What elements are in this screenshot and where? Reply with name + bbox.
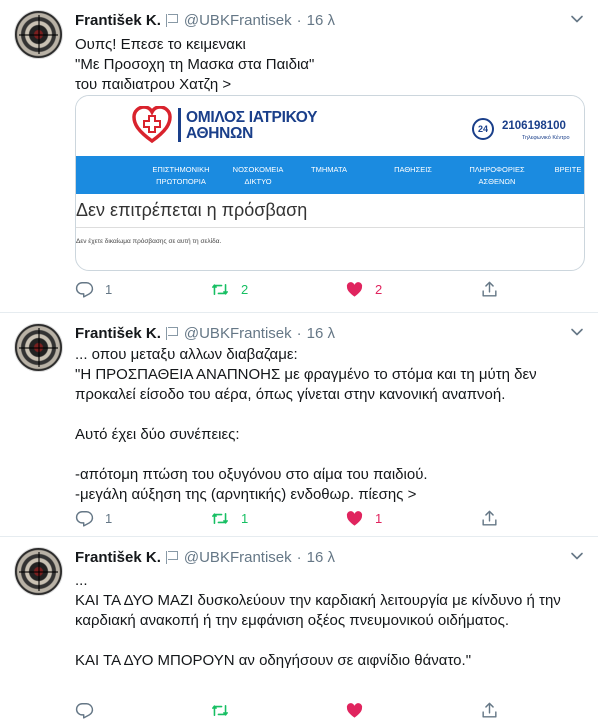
reply-button[interactable] xyxy=(75,509,112,528)
separator-dot: · xyxy=(296,548,302,566)
chevron-down-icon[interactable] xyxy=(570,549,584,563)
author-handle[interactable]: @UBKFrantisek xyxy=(183,548,292,566)
flag-icon xyxy=(166,326,178,340)
site-logo-text xyxy=(186,110,317,142)
nav-item: ΠΑΘΗΣΕΙΣ xyxy=(394,165,432,174)
tweet-text: Ουπς! Επεσε το κειμενακι "Με Προσοχη τη Μασκα στα Παιδια" του παιδιατρου Χατζη > xyxy=(75,36,315,93)
share-icon xyxy=(480,509,499,528)
like-button[interactable] xyxy=(345,280,382,299)
avatar[interactable] xyxy=(14,10,63,59)
tweet-1[interactable] xyxy=(0,0,598,313)
reply-icon xyxy=(75,701,94,720)
reply-icon xyxy=(75,509,94,528)
share-button[interactable] xyxy=(480,280,499,299)
share-button[interactable] xyxy=(480,701,499,720)
card-description: Δεν έχετε δικαίωμα πρόσβασης σε αυτή τη σελίδα. xyxy=(76,238,222,245)
heart-cross-logo-icon xyxy=(132,106,172,144)
reply-icon xyxy=(75,280,94,299)
tweet-text: ... οπου μεταξυ αλλων διαβαζαμε: "Η ΠΡΟΣΠΑΘΕΙΑ ΑΝΑΠΝΟΗΣ με φραγμένο το στόμα και τη μύτη δεν προκαλεί είσοδο του αέρα, όπως γίνεται στην κανονική αναπνοή. Αυτό έχει δύο συνέπειες: -απότομη πτώση του οξυγόνου στο αίμα του παιδιού. -μεγάλη αύξηση της (αρνητικής) ενδοθωρ. πίεσης > xyxy=(75,346,537,503)
share-button[interactable] xyxy=(480,509,499,528)
tweet-header xyxy=(75,547,335,567)
nav-item: ΕΠΙΣΤΗΜΟΝΙΚΗ ΠΡΩΤΟΠΟΡΙΑ xyxy=(152,165,210,186)
link-card[interactable] xyxy=(75,95,585,271)
phone-number: 2106198100 xyxy=(502,120,566,132)
like-button[interactable] xyxy=(345,701,375,720)
flag-icon xyxy=(166,550,178,564)
tweet-actions xyxy=(75,509,515,529)
retweet-icon xyxy=(210,280,230,299)
retweet-button[interactable] xyxy=(210,280,248,299)
nav-item: ΒΡΕΙΤΕ xyxy=(554,165,582,174)
flag-icon xyxy=(166,13,178,27)
like-button[interactable] xyxy=(345,509,382,528)
author-handle[interactable]: @UBKFrantisek xyxy=(183,11,292,29)
card-site-header xyxy=(76,96,584,156)
retweet-button[interactable] xyxy=(210,509,248,528)
timestamp[interactable]: 16 λ xyxy=(306,324,335,342)
tweet-actions xyxy=(75,280,515,300)
heart-filled-icon xyxy=(345,280,364,299)
site-nav-bar xyxy=(76,156,584,194)
avatar[interactable] xyxy=(14,323,63,372)
timestamp[interactable]: 16 λ xyxy=(306,548,335,566)
share-icon xyxy=(480,280,499,299)
retweet-count: 1 xyxy=(241,511,249,526)
heart-filled-icon xyxy=(345,509,364,528)
author-name[interactable]: František K. xyxy=(75,548,161,566)
retweet-button[interactable] xyxy=(210,701,241,720)
nav-item: ΤΜΗΜΑΤΑ xyxy=(311,165,347,174)
retweet-icon xyxy=(210,701,230,720)
like-count: 1 xyxy=(375,511,383,526)
phone-24h-icon: 24 xyxy=(472,118,494,140)
tweet-header xyxy=(75,10,335,30)
separator-dot: · xyxy=(296,324,302,342)
logo-line-1: ΟΜΙΛΟΣ ΙΑΤΡΙΚΟΥ xyxy=(186,109,318,126)
phone-caption: Τηλεφωνικό Κέντρο xyxy=(522,135,570,141)
avatar[interactable] xyxy=(14,547,63,596)
reply-count: 1 xyxy=(105,282,113,297)
author-name[interactable]: František K. xyxy=(75,324,161,342)
author-handle[interactable]: @UBKFrantisek xyxy=(183,324,292,342)
tweet-actions xyxy=(75,701,515,721)
separator-dot: · xyxy=(296,11,302,29)
tweet-header xyxy=(75,323,335,343)
card-title: Δεν επιτρέπεται η πρόσβαση xyxy=(76,200,308,220)
timestamp[interactable]: 16 λ xyxy=(306,11,335,29)
retweet-count: 2 xyxy=(241,282,249,297)
chevron-down-icon[interactable] xyxy=(570,12,584,26)
reply-button[interactable] xyxy=(75,280,112,299)
reply-count: 1 xyxy=(105,511,113,526)
logo-divider xyxy=(178,108,181,142)
like-count: 2 xyxy=(375,282,383,297)
tweet-2[interactable] xyxy=(0,313,598,537)
tweet-text: ... ΚΑΙ ΤΑ ΔΥΟ ΜΑΖΙ δυσκολεύουν την καρδιακή λειτουργία με κίνδυνο ή την καρδιακή ανακοπή ή την εμφάνιση οξέος πνευμονικού οιδήματος. ΚΑΙ ΤΑ ΔΥΟ ΜΠΟΡΟΥΝ αν οδηγήσουν σε αιφνίδιο θάνατο." xyxy=(75,572,561,669)
share-icon xyxy=(480,701,499,720)
card-divider xyxy=(76,227,584,228)
nav-item: ΠΛΗΡΟΦΟΡΙΕΣ ΑΣΘΕΝΩΝ xyxy=(469,165,525,186)
logo-line-2: ΑΘΗΝΩΝ xyxy=(186,125,254,142)
author-name[interactable]: František K. xyxy=(75,11,161,29)
nav-item: ΝΟΣΟΚΟΜΕΙΑ ΔΙΚΤΥΟ xyxy=(232,165,284,186)
heart-filled-icon xyxy=(345,701,364,720)
reply-button[interactable] xyxy=(75,701,105,720)
chevron-down-icon[interactable] xyxy=(570,325,584,339)
retweet-icon xyxy=(210,509,230,528)
tweet-3[interactable] xyxy=(0,537,598,728)
